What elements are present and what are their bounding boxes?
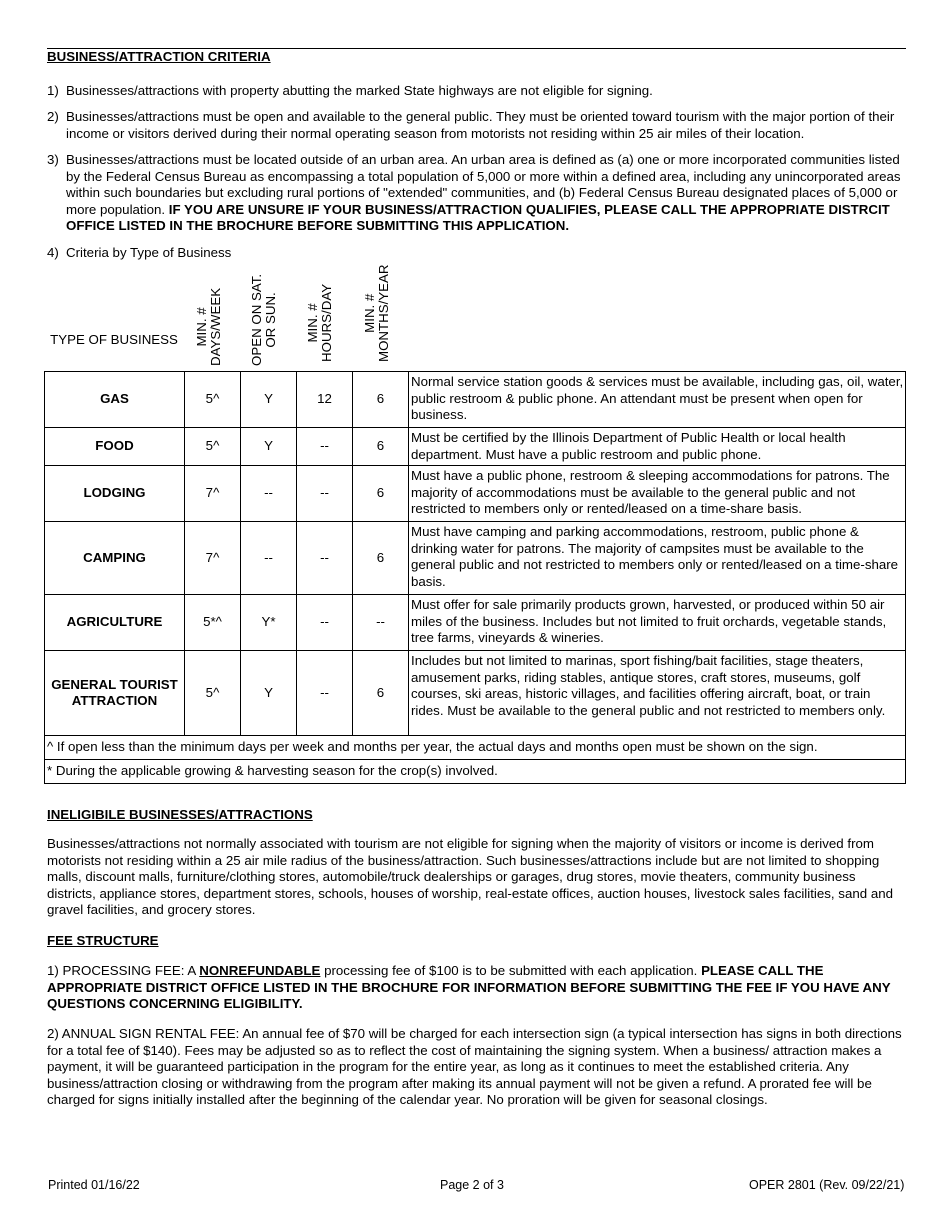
nonrefundable-text: NONREFUNDABLE <box>199 963 321 978</box>
table-row <box>45 372 906 428</box>
hours-cell: -- <box>297 522 353 595</box>
processing-fee-text <box>47 963 905 1013</box>
months-cell: 6 <box>353 522 409 595</box>
days-cell: 7^ <box>185 466 241 522</box>
description-cell: Must be certified by the Illinois Department of Public Health or local health department. Must have a public restroom and public phone. <box>409 428 906 466</box>
header-line: MIN. # <box>305 303 320 343</box>
criteria-item-2 <box>47 109 905 142</box>
header-line: OPEN ON SAT. <box>249 273 264 366</box>
header-line: OR SUN. <box>263 292 278 348</box>
item-text: Businesses/attractions with property abutting the marked State highways are not eligible for signing. <box>66 83 653 98</box>
ineligible-heading: INELIGIBILE BUSINESSES/ATTRACTIONS <box>47 807 313 822</box>
months-cell: 6 <box>353 428 409 466</box>
form-number: OPER 2801 (Rev. 09/22/21) <box>749 1178 905 1192</box>
months-cell: 6 <box>353 651 409 736</box>
description-cell: Must offer for sale primarily products grown, harvested, or produced within 50 air miles of the business. Includes but not limited to fruit orchards, vegetable stands, tree farms, vineyards & wineries. <box>409 595 906 651</box>
type-cell: FOOD <box>45 428 185 466</box>
table-row <box>45 428 906 466</box>
table-row <box>45 595 906 651</box>
header-line: MONTHS/YEAR <box>376 264 391 362</box>
table-row <box>45 522 906 595</box>
months-cell: 6 <box>353 466 409 522</box>
header-line: DAYS/WEEK <box>208 287 223 366</box>
open-cell: Y <box>241 428 297 466</box>
item-number: 4) <box>47 245 59 260</box>
page-number: Page 2 of 3 <box>440 1178 504 1192</box>
open-cell: Y* <box>241 595 297 651</box>
description-cell: Must have a public phone, restroom & sleeping accommodations for patrons. The majority of accommodations must be available to the general public and not restricted to members only or rented/leased on a time-share basis. <box>409 466 906 522</box>
months-cell: 6 <box>353 372 409 428</box>
fee-text: 1) PROCESSING FEE: A <box>47 963 200 978</box>
hours-day-header <box>306 284 334 362</box>
item-text: Businesses/attractions must be open and available to the general public. They must be oriented toward tourism with the major portion of their income or visitors derived during their normal operating season from motorists not residing within 25 air miles of their location. <box>66 109 895 141</box>
type-cell: GENERAL TOURIST ATTRACTION <box>45 651 185 736</box>
open-cell: Y <box>241 651 297 736</box>
criteria-item-1 <box>47 83 905 100</box>
hours-cell: 12 <box>297 372 353 428</box>
table-note-row <box>45 736 906 760</box>
note-caret: ^ If open less than the minimum days per week and months per year, the actual days and months open must be shown on the sign. <box>45 736 906 760</box>
open-cell: -- <box>241 466 297 522</box>
criteria-item-4 <box>47 245 905 262</box>
type-cell: CAMPING <box>45 522 185 595</box>
hours-cell: -- <box>297 595 353 651</box>
item-text <box>66 152 905 235</box>
criteria-heading: BUSINESS/ATTRACTION CRITERIA <box>47 49 271 64</box>
item-text-bold: IF YOU ARE UNSURE IF YOUR BUSINESS/ATTRACTION QUALIFIES, PLEASE CALL THE APPROPRIATE DISTRCIT OFFICE LISTED IN THE BROCHURE BEFORE SUBMITTING THIS APPLICATION. <box>66 201 890 233</box>
days-cell: 5^ <box>185 372 241 428</box>
criteria-table <box>44 371 906 784</box>
item-number: 1) <box>47 83 59 98</box>
item-text-plain: Businesses/attractions must be located outside of an urban area. An urban area is defined as (a) one or more incorporated communities listed by the Federal Census Bureau as encompassing a total population of 5,000 or more within a defined area, including any unincorporated areas within such boundaries but excluding rural portions of "extended" communities, and (b) Federal Census Bureau designated places of 5,000 or more population. <box>66 152 901 217</box>
header-line: MIN. # <box>194 307 209 347</box>
description-cell: Includes but not limited to marinas, sport fishing/bait facilities, stage theaters, amusement parks, riding stables, antique stores, craft stores, museums, golf courses, ski areas, historic villages, and facilities offering aircraft, boat, or train rides. Must be available to the general public and not restricted to members only. <box>409 651 906 736</box>
fee-structure-heading: FEE STRUCTURE <box>47 933 159 948</box>
type-cell: LODGING <box>45 466 185 522</box>
type-cell: AGRICULTURE <box>45 595 185 651</box>
header-line: MIN. # <box>362 293 377 333</box>
type-of-business-header: TYPE OF BUSINESS <box>50 332 178 347</box>
item-text: Criteria by Type of Business <box>66 245 232 260</box>
fee-bold-text: PLEASE CALL THE APPROPRIATE DISTRICT OFFICE LISTED IN THE BROCHURE FOR INFORMATION BEFORE SUBMITTING THE FEE IF YOU HAVE ANY QUESTIONS CONCERNING ELIGIBILITY. <box>47 963 891 1011</box>
days-cell: 7^ <box>185 522 241 595</box>
hours-cell: -- <box>297 428 353 466</box>
open-sat-sun-header <box>250 274 278 366</box>
hours-cell: -- <box>297 651 353 736</box>
table-row <box>45 651 906 736</box>
type-cell: GAS <box>45 372 185 428</box>
annual-fee-text: 2) ANNUAL SIGN RENTAL FEE: An annual fee of $70 will be charged for each intersection sign (a typical intersection has signs in both directions for a total fee of $140). Fees may be adjusted so as to reflect the cost of maintaining the signing system. When a business/ attraction makes a payment, it will be guaranteed participation in the program for the entire year, as long as it continues to meet the established criteria. Any business/attraction closing or withdrawing from the program after making its annual payment will not be given a refund. A prorated fee will be charged for signs initially installed after the beginning of the calendar year. No proration will be given for seasonal closings. <box>47 1026 902 1107</box>
days-cell: 5*^ <box>185 595 241 651</box>
ineligible-text: Businesses/attractions not normally associated with tourism are not eligible for signing when the majority of visitors or income is derived from motorists not residing within a 25 air mile radius of the business/attraction. Such businesses/attractions include but are not limited to shopping malls, discount malls, furniture/clothing stores, automobile/truck dealerships or garages, drug stores, movie theaters, community business districts, appliance stores, department stores, schools, houses of worship, real-estate offices, auction houses, livestock sales facilities, sand and gravel facilities, and grocery stores. <box>47 836 894 917</box>
item-number: 3) <box>47 152 59 167</box>
criteria-item-3 <box>47 152 905 235</box>
description-cell: Normal service station goods & services must be available, including gas, oil, water, public restroom & public phone. An attendant must be present when open for business. <box>409 372 906 428</box>
months-cell: -- <box>353 595 409 651</box>
item-number: 2) <box>47 109 59 124</box>
printed-date: Printed 01/16/22 <box>48 1178 140 1192</box>
table-note-row <box>45 760 906 784</box>
open-cell: -- <box>241 522 297 595</box>
open-cell: Y <box>241 372 297 428</box>
days-week-header <box>195 288 223 366</box>
months-year-header <box>363 264 391 362</box>
description-cell: Must have camping and parking accommodations, restroom, public phone & drinking water for patrons. The majority of campsites must be available to the general public and not restricted to members only or rented/leased on a time-share basis. <box>409 522 906 595</box>
note-asterisk: * During the applicable growing & harvesting season for the crop(s) involved. <box>45 760 906 784</box>
days-cell: 5^ <box>185 651 241 736</box>
table-row <box>45 466 906 522</box>
header-line: HOURS/DAY <box>319 283 334 362</box>
fee-text: processing fee of $100 is to be submitted with each application. <box>320 963 702 978</box>
hours-cell: -- <box>297 466 353 522</box>
days-cell: 5^ <box>185 428 241 466</box>
